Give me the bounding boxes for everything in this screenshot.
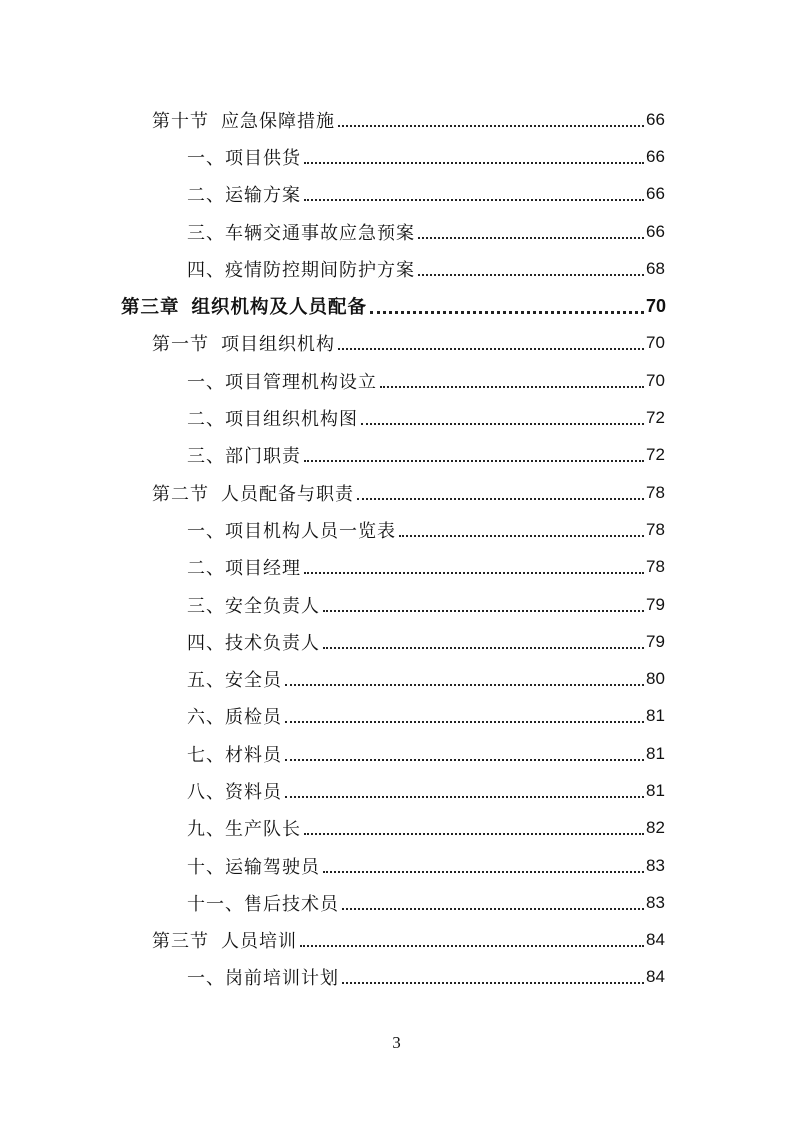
toc-page-number: 83 (646, 892, 665, 912)
toc-dot-leader (361, 423, 644, 425)
toc-page-number: 83 (646, 855, 665, 875)
toc-entry-number: 第三节 (152, 931, 209, 953)
toc-entry-number: 一、 (187, 968, 225, 990)
toc-subsection-entry[interactable] (0, 250, 793, 287)
toc-subsection-entry[interactable] (0, 399, 793, 436)
toc-entry-title (187, 405, 358, 431)
toc-entry-number: 一、 (187, 147, 225, 169)
toc-subsection-entry[interactable] (0, 176, 793, 213)
toc-entry-title (187, 778, 282, 804)
toc-entry-title (187, 666, 282, 692)
toc-dot-leader (342, 982, 644, 984)
toc-dot-leader (304, 833, 644, 835)
toc-page-number: 68 (646, 258, 665, 278)
toc-page-number: 66 (646, 221, 665, 241)
toc-subsection-entry[interactable] (0, 437, 793, 474)
toc-page-number: 80 (646, 669, 665, 689)
toc-entry-title (152, 480, 354, 506)
toc-page-number: 66 (646, 146, 665, 166)
toc-dot-leader (342, 908, 644, 910)
toc-entry-title (121, 293, 367, 319)
toc-subsection-entry[interactable] (0, 847, 793, 884)
toc-entry-number: 六、 (187, 707, 225, 729)
toc-entry-number: 七、 (187, 744, 225, 766)
toc-dot-leader (357, 498, 644, 500)
toc-page-number: 78 (646, 519, 665, 539)
toc-page-number: 70 (646, 295, 667, 316)
toc-entry-text: 人员配备与职责 (221, 483, 354, 505)
toc-dot-leader (323, 871, 644, 873)
toc-page-number: 72 (646, 408, 665, 428)
toc-entry-text: 安全员 (225, 670, 282, 692)
toc-dot-leader (338, 125, 644, 127)
toc-entry-number: 第二节 (152, 483, 209, 505)
toc-dot-leader (399, 535, 644, 537)
toc-subsection-entry[interactable] (0, 884, 793, 921)
toc-subsection-entry[interactable] (0, 660, 793, 697)
toc-entry-text: 项目组织机构图 (225, 409, 358, 431)
toc-dot-leader (285, 796, 644, 798)
toc-entry-title (152, 107, 335, 133)
toc-entry-text: 车辆交通事故应急预案 (225, 222, 415, 244)
toc-entry-title (187, 181, 301, 207)
toc-dot-leader (380, 386, 644, 388)
toc-subsection-entry[interactable] (0, 959, 793, 996)
toc-entry-number: 一、 (187, 371, 225, 393)
toc-entry-text: 项目经理 (225, 558, 301, 580)
toc-dot-leader (304, 460, 644, 462)
toc-entry-title (187, 368, 377, 394)
toc-subsection-entry[interactable] (0, 810, 793, 847)
toc-dot-leader (418, 237, 644, 239)
toc-entry-number: 三、 (187, 446, 225, 468)
toc-entry-number: 二、 (187, 558, 225, 580)
toc-entry-number: 一、 (187, 520, 225, 542)
toc-entry-text: 部门职责 (225, 446, 301, 468)
toc-page-number: 81 (646, 706, 665, 726)
toc-entry-title (187, 517, 396, 543)
toc-page-number: 82 (646, 818, 665, 838)
toc-entry-number: 四、 (187, 259, 225, 281)
toc-entry-title (187, 629, 320, 655)
toc-section-entry[interactable] (0, 325, 793, 362)
toc-page-number: 84 (646, 930, 665, 950)
toc-dot-leader (370, 311, 644, 314)
toc-entry-number: 九、 (187, 819, 225, 841)
toc-page-number: 70 (646, 333, 665, 353)
toc-dot-leader (300, 945, 644, 947)
table-of-contents (0, 101, 793, 996)
toc-page-number: 79 (646, 594, 665, 614)
toc-entry-title (187, 442, 301, 468)
toc-section-entry[interactable] (0, 922, 793, 959)
toc-entry-title (152, 927, 297, 953)
toc-subsection-entry[interactable] (0, 362, 793, 399)
toc-entry-text: 安全负责人 (225, 595, 320, 617)
toc-entry-text: 应急保障措施 (221, 110, 335, 132)
toc-entry-title (187, 554, 301, 580)
toc-dot-leader (418, 274, 644, 276)
toc-entry-number: 五、 (187, 670, 225, 692)
toc-entry-text: 项目机构人员一览表 (225, 520, 396, 542)
toc-entry-text: 岗前培训计划 (225, 968, 339, 990)
toc-page-number: 66 (646, 109, 665, 129)
toc-page-number: 84 (646, 967, 665, 987)
toc-subsection-entry[interactable] (0, 623, 793, 660)
toc-page-number: 78 (646, 482, 665, 502)
toc-subsection-entry[interactable] (0, 549, 793, 586)
toc-entry-number: 二、 (187, 409, 225, 431)
toc-entry-text: 质检员 (225, 707, 282, 729)
toc-dot-leader (338, 348, 644, 350)
toc-section-entry[interactable] (0, 101, 793, 138)
toc-page-number: 81 (646, 743, 665, 763)
toc-entry-title (187, 703, 282, 729)
toc-page-number: 70 (646, 370, 665, 390)
toc-dot-leader (323, 647, 644, 649)
toc-page-number: 72 (646, 445, 665, 465)
toc-entry-number: 八、 (187, 781, 225, 803)
toc-entry-number: 四、 (187, 632, 225, 654)
toc-entry-number: 三、 (187, 222, 225, 244)
toc-entry-number: 十、 (187, 856, 225, 878)
toc-entry-text: 项目组织机构 (221, 334, 335, 356)
toc-subsection-entry[interactable] (0, 138, 793, 175)
toc-dot-leader (323, 610, 644, 612)
toc-entry-text: 疫情防控期间防护方案 (225, 259, 415, 281)
toc-entry-title (187, 741, 282, 767)
toc-section-entry[interactable] (0, 474, 793, 511)
toc-entry-title (187, 815, 301, 841)
toc-entry-text: 售后技术员 (244, 893, 339, 915)
toc-entry-number: 第一节 (152, 334, 209, 356)
toc-entry-text: 项目供货 (225, 147, 301, 169)
toc-page-number: 79 (646, 631, 665, 651)
toc-subsection-entry[interactable] (0, 735, 793, 772)
toc-page-number: 66 (646, 184, 665, 204)
toc-entry-title (187, 890, 339, 916)
toc-subsection-entry[interactable] (0, 511, 793, 548)
toc-entry-text: 技术负责人 (225, 632, 320, 654)
toc-entry-title (187, 964, 339, 990)
toc-page-number: 78 (646, 557, 665, 577)
toc-entry-title (187, 592, 320, 618)
toc-entry-title (187, 256, 415, 282)
toc-entry-title (187, 853, 320, 879)
toc-entry-number: 第三章 (121, 297, 180, 319)
toc-entry-number: 三、 (187, 595, 225, 617)
toc-page-number: 81 (646, 780, 665, 800)
toc-entry-title (187, 219, 415, 245)
toc-chapter-entry[interactable] (0, 287, 793, 324)
toc-entry-text: 项目管理机构设立 (225, 371, 377, 393)
toc-entry-text: 人员培训 (221, 931, 297, 953)
toc-dot-leader (285, 684, 644, 686)
toc-subsection-entry[interactable] (0, 772, 793, 809)
toc-entry-title (187, 144, 301, 170)
toc-entry-text: 组织机构及人员配备 (191, 297, 368, 319)
toc-entry-number: 第十节 (152, 110, 209, 132)
toc-dot-leader (285, 759, 644, 761)
toc-dot-leader (304, 199, 644, 201)
toc-dot-leader (304, 162, 644, 164)
toc-dot-leader (304, 572, 644, 574)
toc-subsection-entry[interactable] (0, 586, 793, 623)
toc-dot-leader (285, 721, 644, 723)
toc-entry-text: 材料员 (225, 744, 282, 766)
toc-subsection-entry[interactable] (0, 213, 793, 250)
toc-entry-text: 运输驾驶员 (225, 856, 320, 878)
toc-entry-title (152, 330, 335, 356)
toc-entry-text: 资料员 (225, 781, 282, 803)
page-number: 3 (392, 1033, 401, 1052)
toc-entry-text: 运输方案 (225, 185, 301, 207)
toc-entry-number: 二、 (187, 185, 225, 207)
toc-entry-text: 生产队长 (225, 819, 301, 841)
toc-subsection-entry[interactable] (0, 698, 793, 735)
toc-entry-number: 十一、 (187, 893, 244, 915)
